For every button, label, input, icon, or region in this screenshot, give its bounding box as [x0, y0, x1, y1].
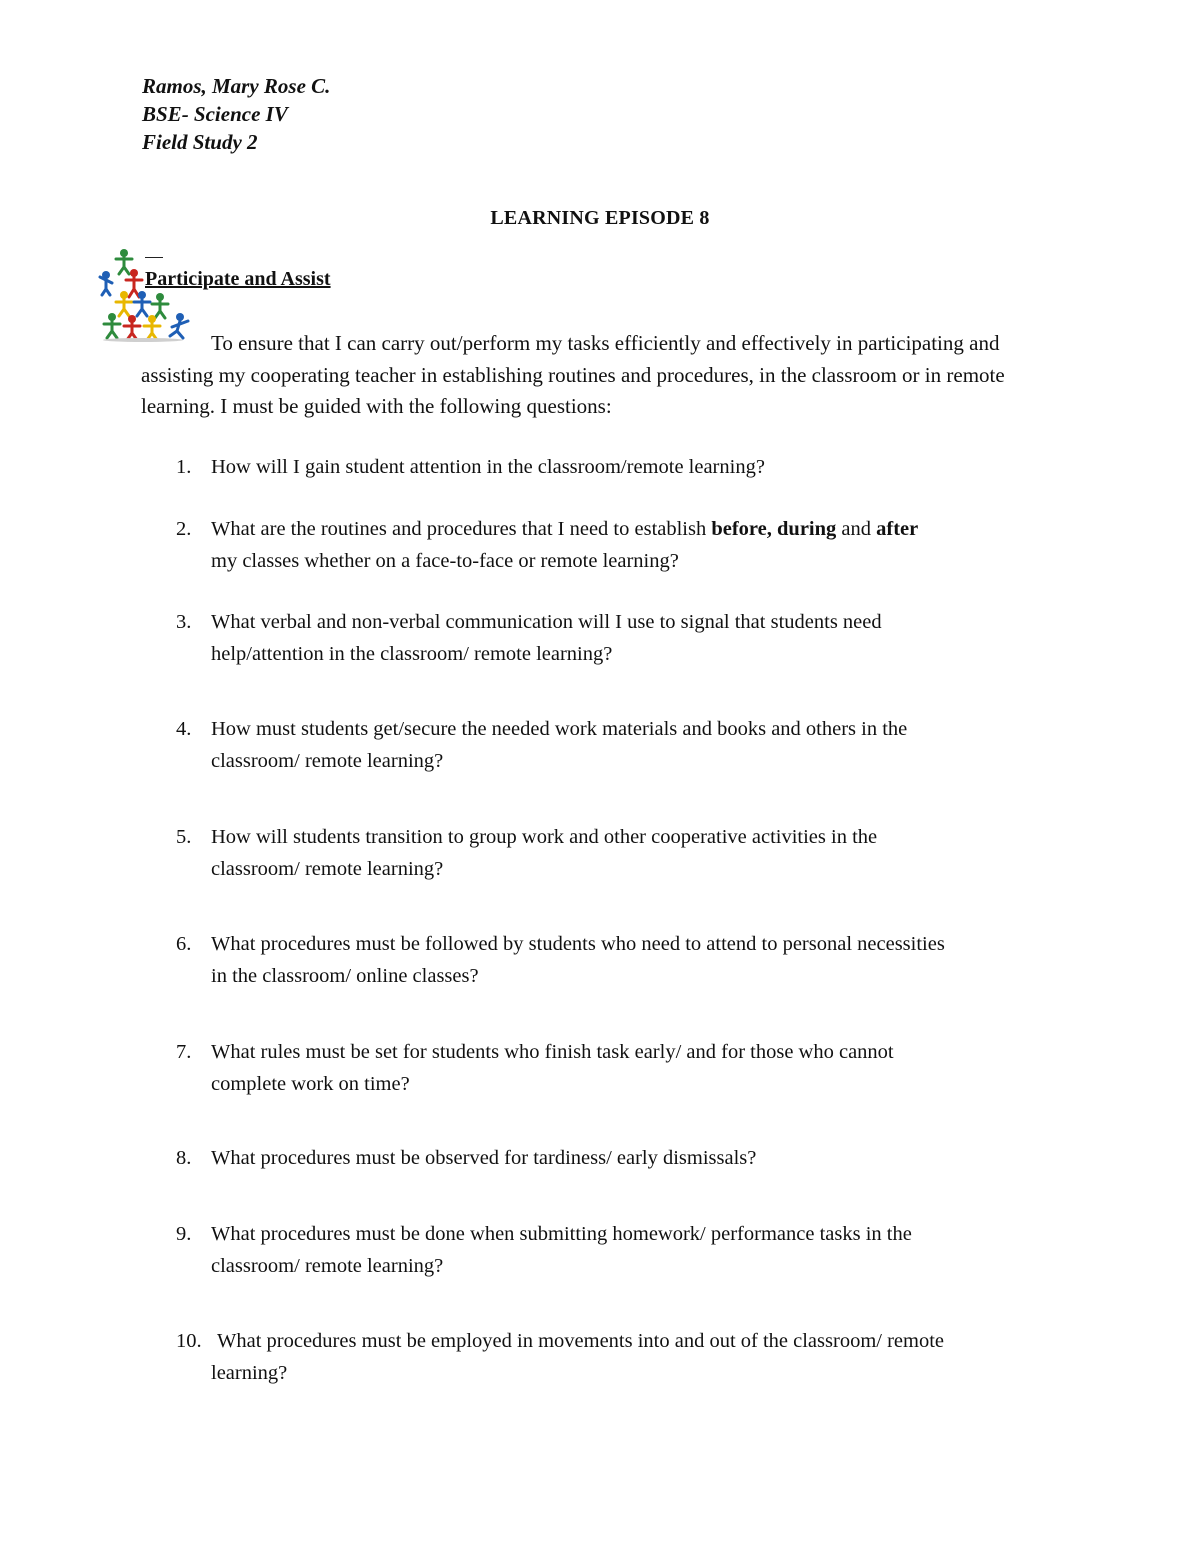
- student-header: [142, 72, 330, 156]
- question-item: [211, 929, 1071, 992]
- question-item: [211, 1037, 1071, 1100]
- question-text: What procedures must be done when submitting homework/ performance tasks in the: [211, 1223, 912, 1245]
- question-number: 4.: [176, 718, 192, 740]
- question-text: What verbal and non-verbal communication will I use to signal that students need: [211, 611, 882, 633]
- emphasis-after: after: [876, 518, 919, 540]
- question-text: learning?: [211, 1361, 288, 1384]
- question-text: complete work on time?: [211, 1072, 410, 1095]
- student-name: Ramos, Mary Rose C.: [142, 74, 331, 98]
- emphasis-before-during: before, during: [711, 518, 837, 540]
- question-number: 1.: [176, 456, 192, 478]
- question-text: classroom/ remote learning?: [211, 1254, 444, 1277]
- question-item: [211, 514, 1071, 577]
- question-number: 6.: [176, 933, 192, 955]
- question-text: in the classroom/ online classes?: [211, 964, 479, 987]
- question-text: What rules must be set for students who finish task early/ and for those who cannot: [211, 1041, 894, 1063]
- heading-dash: [145, 257, 163, 258]
- question-number: 2.: [176, 518, 192, 540]
- question-number: 7.: [176, 1041, 192, 1063]
- question-text: classroom/ remote learning?: [211, 857, 444, 880]
- subject-title: Field Study 2: [142, 130, 258, 154]
- section-heading: Participate and Assist: [145, 268, 331, 290]
- question-item: [211, 607, 1071, 670]
- question-item: What procedures must be observed for tardiness/ early dismissals?: [211, 1147, 757, 1169]
- question-text: classroom/ remote learning?: [211, 749, 444, 772]
- question-item: [211, 1326, 1077, 1389]
- intro-paragraph: To ensure that I can carry out/perform my tasks efficiently and effectively in participating and assisting my cooperating teacher in establishing routines and procedures, in the classroom or in remote learning. I must be guided with the following questions:: [141, 331, 1005, 418]
- student-course: BSE- Science IV: [142, 102, 288, 126]
- question-item: [211, 714, 1071, 777]
- question-item: [211, 822, 1071, 885]
- question-text: What procedures must be followed by students who need to attend to personal necessities: [211, 933, 945, 955]
- question-text: help/attention in the classroom/ remote learning?: [211, 642, 613, 665]
- question-item: [211, 1219, 1071, 1282]
- question-number: 8.: [176, 1147, 192, 1169]
- question-text: How will students transition to group work and other cooperative activities in the: [211, 826, 878, 848]
- question-text: How must students get/secure the needed work materials and books and others in the: [211, 718, 908, 740]
- question-text: and: [836, 518, 877, 540]
- question-number: 10.: [176, 1330, 202, 1352]
- question-text: What are the routines and procedures that I need to establish: [211, 518, 712, 540]
- question-text: What procedures must be employed in movements into and out of the classroom/ remote: [217, 1330, 944, 1352]
- question-number: 5.: [176, 826, 192, 848]
- question-number: 3.: [176, 611, 192, 633]
- question-text: my classes whether on a face-to-face or remote learning?: [211, 549, 679, 572]
- episode-title: LEARNING EPISODE 8: [490, 207, 710, 229]
- question-number: 9.: [176, 1223, 192, 1245]
- question-item: How will I gain student attention in the classroom/remote learning?: [211, 456, 765, 478]
